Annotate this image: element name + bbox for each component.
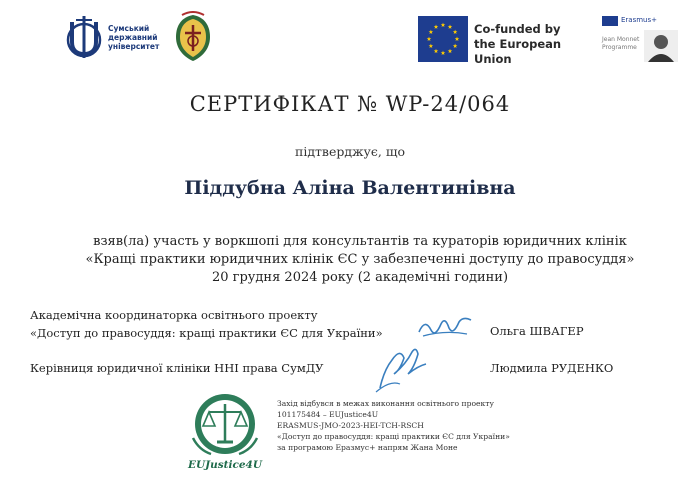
signatory-name-1: Ольга ШВАГЕР [490, 324, 584, 338]
footer-line: «Доступ до правосуддя: кращі практики ЄС для України» [277, 432, 510, 441]
jean-monnet-text [602, 36, 646, 52]
eu-flag-icon [418, 16, 468, 62]
university-logo [62, 12, 162, 62]
footer-line: 101175484 – EUJustice4U [277, 410, 379, 419]
university-name-line: університет [108, 42, 160, 51]
role-line: Академічна координаторка освітнього проекту [30, 308, 318, 322]
footer-line: за програмою Еразмус+ напрям Жана Моне [277, 443, 458, 452]
recipient-name: Піддубна Аліна Валентинівна [184, 177, 516, 199]
eujustice-emblem-icon [185, 388, 265, 470]
certificate-body [40, 233, 680, 287]
signatory-name-2: Людмила РУДЕНКО [490, 361, 614, 375]
footer-line: Захід відбувся в межах виконання освітнього проекту [277, 399, 494, 408]
confirms-text: підтверджує, що [294, 144, 406, 159]
university-name-line: державний [108, 33, 158, 42]
faculty-crest-icon [170, 11, 216, 63]
body-line: взяв(ла) участь у воркшопі для консультантів та кураторів юридичних клінік [93, 234, 627, 249]
eu-cofunded-text [474, 22, 592, 67]
eu-text-line: the European Union [474, 37, 562, 66]
university-name-line: Сумський [108, 24, 150, 33]
signature-1-image [415, 312, 475, 342]
erasmus-flag-icon [602, 16, 618, 26]
role-line: «Доступ до правосуддя: кращі практики ЄС для України» [30, 326, 383, 340]
jean-monnet-logo [602, 16, 682, 62]
jean-monnet-line: Jean Monnet [602, 36, 640, 43]
body-line: «Кращі практики юридичних клінік ЄС у забезпеченні доступу до правосуддя» [85, 252, 635, 267]
university-name [108, 24, 168, 51]
jean-monnet-line: Programme [602, 44, 637, 51]
university-emblem-icon [62, 12, 106, 62]
signatory-role-2: Керівниця юридичної клініки ННІ права СумДУ [30, 361, 324, 375]
body-line: 20 грудня 2024 року (2 академічні години) [211, 270, 509, 285]
certificate-title: СЕРТИФІКАТ № WP-24/064 [189, 92, 511, 116]
footer-line: ERASMUS-JMO-2023-HEI-TCH-RSCH [277, 421, 424, 430]
jean-monnet-portrait-icon [644, 30, 678, 62]
eu-text-line: Co-funded by [474, 22, 561, 36]
eu-cofunded-logo [418, 16, 590, 66]
signature-2-image [370, 340, 430, 395]
signatory-role-1 [30, 306, 410, 342]
footer-brand: EUJustice4U [187, 459, 263, 471]
erasmus-label: Erasmus+ [621, 16, 658, 24]
footer-project-info [277, 398, 577, 453]
